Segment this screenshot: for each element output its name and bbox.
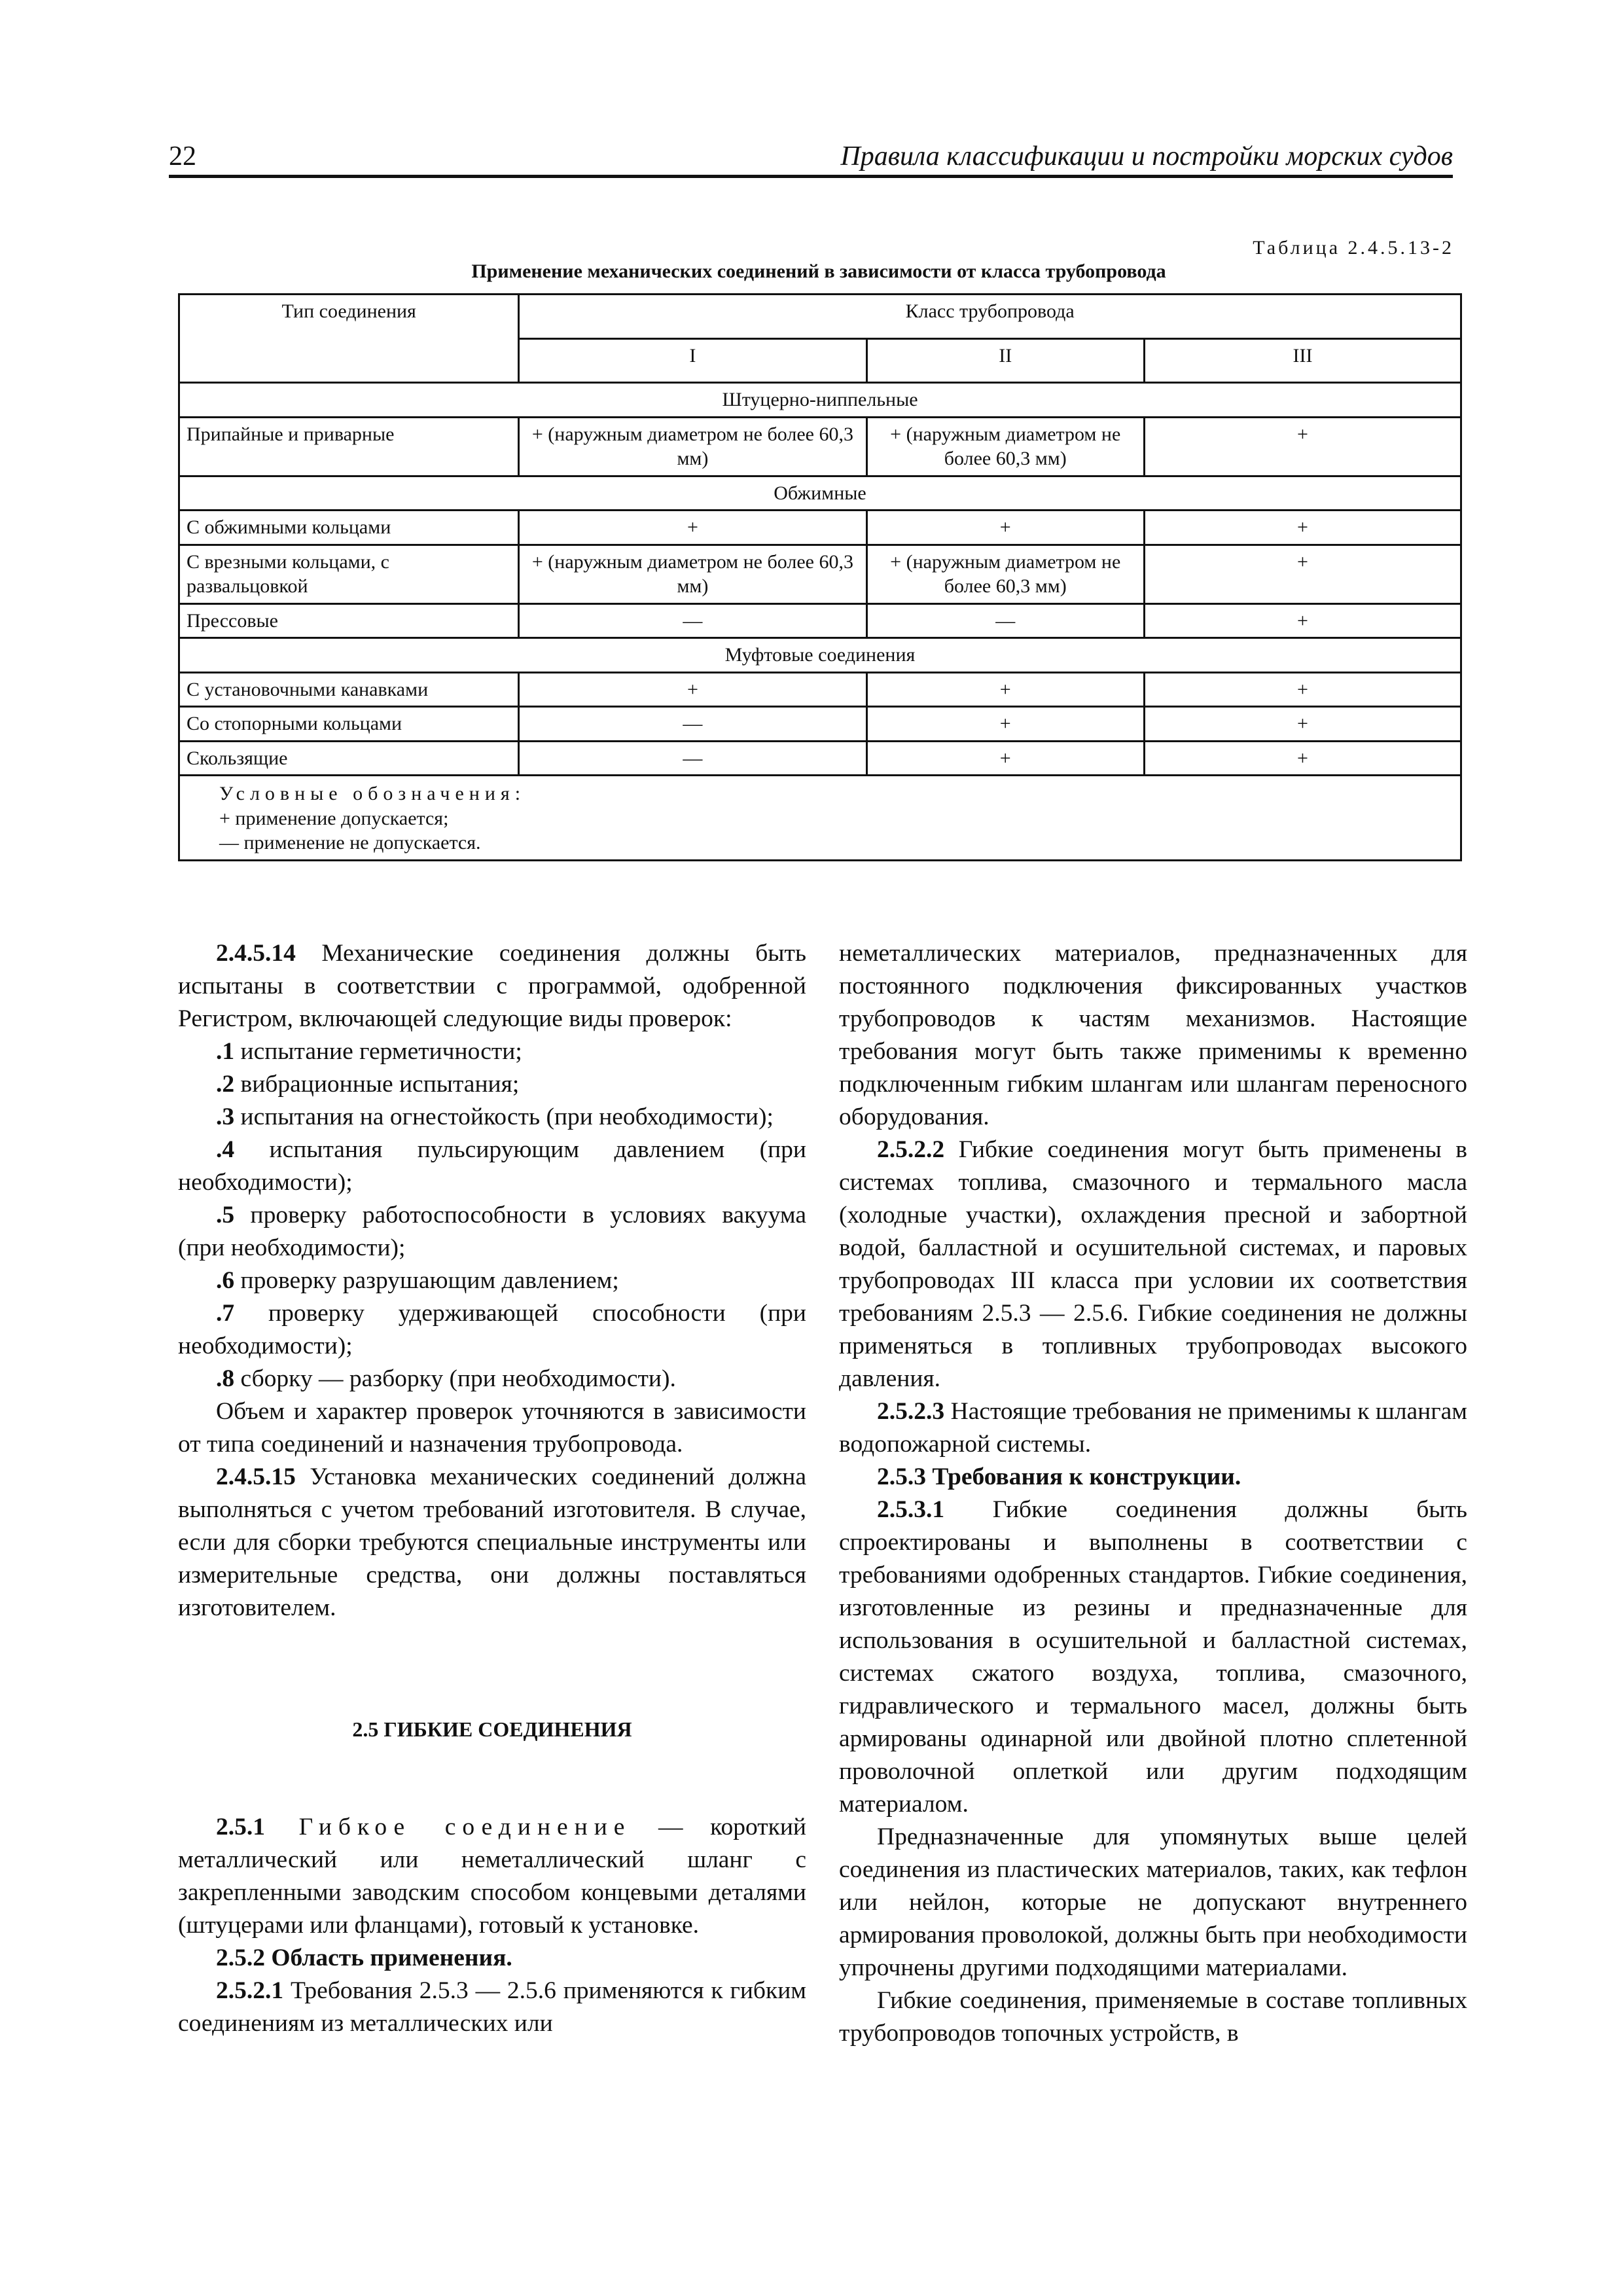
paragraph [839,1494,1467,1821]
section-title: 2.5 ГИБКИЕ СОЕДИНЕНИЯ [352,1717,632,1741]
table-label: Таблица 2.4.5.13-2 [1253,237,1454,259]
cell-class-3: + [1144,511,1461,545]
item-text: проверку разрушающим давлением; [234,1267,619,1294]
clause-text: Настоящие требования не применимы к шлангам водопожарной системы. [839,1398,1467,1458]
clause-number: 2.4.5.15 [216,1463,296,1490]
group-row [179,476,1461,511]
paragraph: Объем и характер проверок уточняются в зависимости от типа соединений и назначения трубопровода. [178,1398,806,1458]
right-column [839,937,1467,2050]
item-text: сборку — разборку (при необходимости). [234,1365,676,1392]
table-row [179,707,1461,742]
cell-class-1: + [519,511,866,545]
cell-type: Скользящие [179,741,519,776]
paragraph: Предназначенные для упомянутых выше целей соединения из пластических материалов, таких, как тефлон или нейлон, которые не допускают внутреннего армирования проволокой, должны быть при необходимости упрочнены другими подходящими материалами. [839,1823,1467,1981]
table-row [179,672,1461,707]
list-item [178,1134,806,1199]
cell-class-2: + (наружным диаметром не более 60,3 мм) [866,417,1144,476]
paragraph [178,937,806,1035]
cell-class-3: + [1144,603,1461,638]
subheading-text: Требования к конструкции. [926,1463,1241,1490]
definition [178,1811,806,1942]
running-title: Правила классификации и постройки морских судов [840,141,1453,171]
header-class: Класс трубопровода [519,295,1461,339]
cell-class-3: + [1144,741,1461,776]
list-item [178,1199,806,1265]
clause-text: Механические соединения должны быть испытаны в соответствии с программой, одобренной Регистром, включающей следующие виды проверок: [178,940,806,1032]
list-item [178,1363,806,1395]
item-number: .3 [216,1103,235,1130]
paragraph [178,1461,806,1624]
cell-type: С обжимными кольцами [179,511,519,545]
cell-class-1: — [519,603,866,638]
group-row [179,383,1461,418]
item-number: .4 [216,1136,235,1163]
item-text: проверку работоспособности в условиях вакуума (при необходимости); [178,1202,806,1261]
cell-class-1: + (наружным диаметром не более 60,3 мм) [519,545,866,603]
paragraph: Гибкие соединения, применяемые в составе топливных трубопроводов топочных устройств, в [839,1987,1467,2047]
clause-number: 2.5.2.2 [877,1136,945,1163]
cell-class-1: — [519,707,866,742]
legend-row [179,776,1461,861]
table-row [179,545,1461,603]
cell-class-2: + [866,707,1144,742]
clause-text: Гибкие соединения должны быть спроектированы и выполнены в соответствии с требованиями одобренных стандартов. Гибкие соединения, изготовленные из резины и предназначенные для использования в осушительной и балластной системах, системах сжатого воздуха, топлива, смазочного, гидравлического и термального масел, должны быть армированы одинарной или двойной плотно сплетенной проволочной оплеткой или другим подходящим материалом. [839,1496,1467,1818]
paragraph [178,1975,806,2040]
header-rule [169,175,1453,178]
table-row [179,511,1461,545]
cell-class-3: + [1144,545,1461,603]
cell-class-2: + [866,741,1144,776]
item-text: вибрационные испытания; [234,1071,520,1098]
header-class-1: I [519,338,866,383]
item-text: испытания на огнестойкость (при необходимости); [234,1103,774,1130]
defined-term: Гибкое соединение [265,1814,632,1840]
clause-number: 2.5.3.1 [877,1496,945,1523]
table-header-row [179,295,1461,339]
item-text: испытания пульсирующим давлением (при необходимости); [178,1136,806,1196]
cell-class-2: + [866,511,1144,545]
page-number: 22 [169,141,196,171]
cell-class-1: + (наружным диаметром не более 60,3 мм) [519,417,866,476]
paragraph [839,1395,1467,1461]
cell-class-2: + (наружным диаметром не более 60,3 мм) [866,545,1144,603]
page-header [169,134,1453,180]
list-item [178,1101,806,1134]
clause-text: — короткий металлический или неметаллический шланг с закрепленными заводским способом концевыми деталями (штуцерами или фланцами), готовый к установке. [178,1814,806,1939]
group-label: Штуцерно-ниппельные [179,383,1461,418]
clause-number: 2.5.3 [877,1463,926,1490]
item-number: .5 [216,1202,235,1229]
paragraph: неметаллических материалов, предназначенных для постоянного подключения фиксированных участков трубопроводов к частям механизмов. Настоящие требования могут быть также применимы к временно подключенным гибким шлангам или шлангам переносного оборудования. [839,940,1467,1130]
item-text: испытание герметичности; [234,1038,522,1065]
header-class-2: II [866,338,1144,383]
cell-class-3: + [1144,417,1461,476]
cell-type: Со стопорными кольцами [179,707,519,742]
header-class-3: III [1144,338,1461,383]
clause-number: 2.5.2 [216,1945,265,1971]
list-item [178,1265,806,1297]
cell-type: Прессовые [179,603,519,638]
item-number: .7 [216,1300,235,1327]
cell-class-2: — [866,603,1144,638]
clause-text: Требования 2.5.3 — 2.5.6 применяются к гибким соединениям из металлических или [178,1977,806,2037]
group-row [179,638,1461,673]
cell-class-3: + [1144,707,1461,742]
table-row [179,741,1461,776]
connections-table [178,293,1462,861]
cell-type: Припайные и приварные [179,417,519,476]
cell-type: С установочными канавками [179,672,519,707]
clause-number: 2.5.1 [216,1814,265,1840]
clause-number: 2.5.2.3 [877,1398,945,1425]
legend-title: Условные обозначения: [219,783,526,804]
cell-class-2: + [866,672,1144,707]
header-type: Тип соединения [179,295,519,383]
item-number: .8 [216,1365,235,1392]
subheading [839,1461,1467,1494]
list-item [178,1297,806,1363]
table-title: Применение механических соединений в зависимости от класса трубопровода [471,260,1166,282]
list-item [178,1068,806,1101]
left-column [178,937,806,2040]
group-label: Муфтовые соединения [179,638,1461,673]
cell-class-1: + [519,672,866,707]
cell-type: С врезными кольцами, с развальцовкой [179,545,519,603]
item-number: .1 [216,1038,235,1065]
list-item [178,1035,806,1068]
legend-not-allowed: — применение не допускается. [219,832,481,853]
clause-text: Установка механических соединений должна выполняться с учетом требований изготовителя. В случае, если для сборки требуются специальные инструменты или измерительные средства, они должны поставляться изготовителем. [178,1463,806,1621]
subheading-text: Область применения. [265,1945,512,1971]
item-number: .2 [216,1071,235,1098]
clause-text: Гибкие соединения могут быть применены в системах топлива, смазочного и термального масла (холодные участки), охлаждения пресной и забортной водой, балластной и осушительной системах, и паровых трубопроводах III класса при условии их соответствия требованиям 2.5.3 — 2.5.6. Гибкие соединения не должны применяться в топливных трубопроводах высокого давления. [839,1136,1467,1392]
table-row [179,417,1461,476]
clause-number: 2.5.2.1 [216,1977,284,2004]
clause-number: 2.4.5.14 [216,940,296,967]
group-label: Обжимные [179,476,1461,511]
paragraph [839,1134,1467,1395]
table-legend [179,776,1461,861]
item-number: .6 [216,1267,235,1294]
cell-class-1: — [519,741,866,776]
subheading [178,1942,806,1975]
cell-class-3: + [1144,672,1461,707]
item-text: проверку удерживающей способности (при необходимости); [178,1300,806,1359]
table-row [179,603,1461,638]
legend-allowed: + применение допускается; [219,807,449,829]
